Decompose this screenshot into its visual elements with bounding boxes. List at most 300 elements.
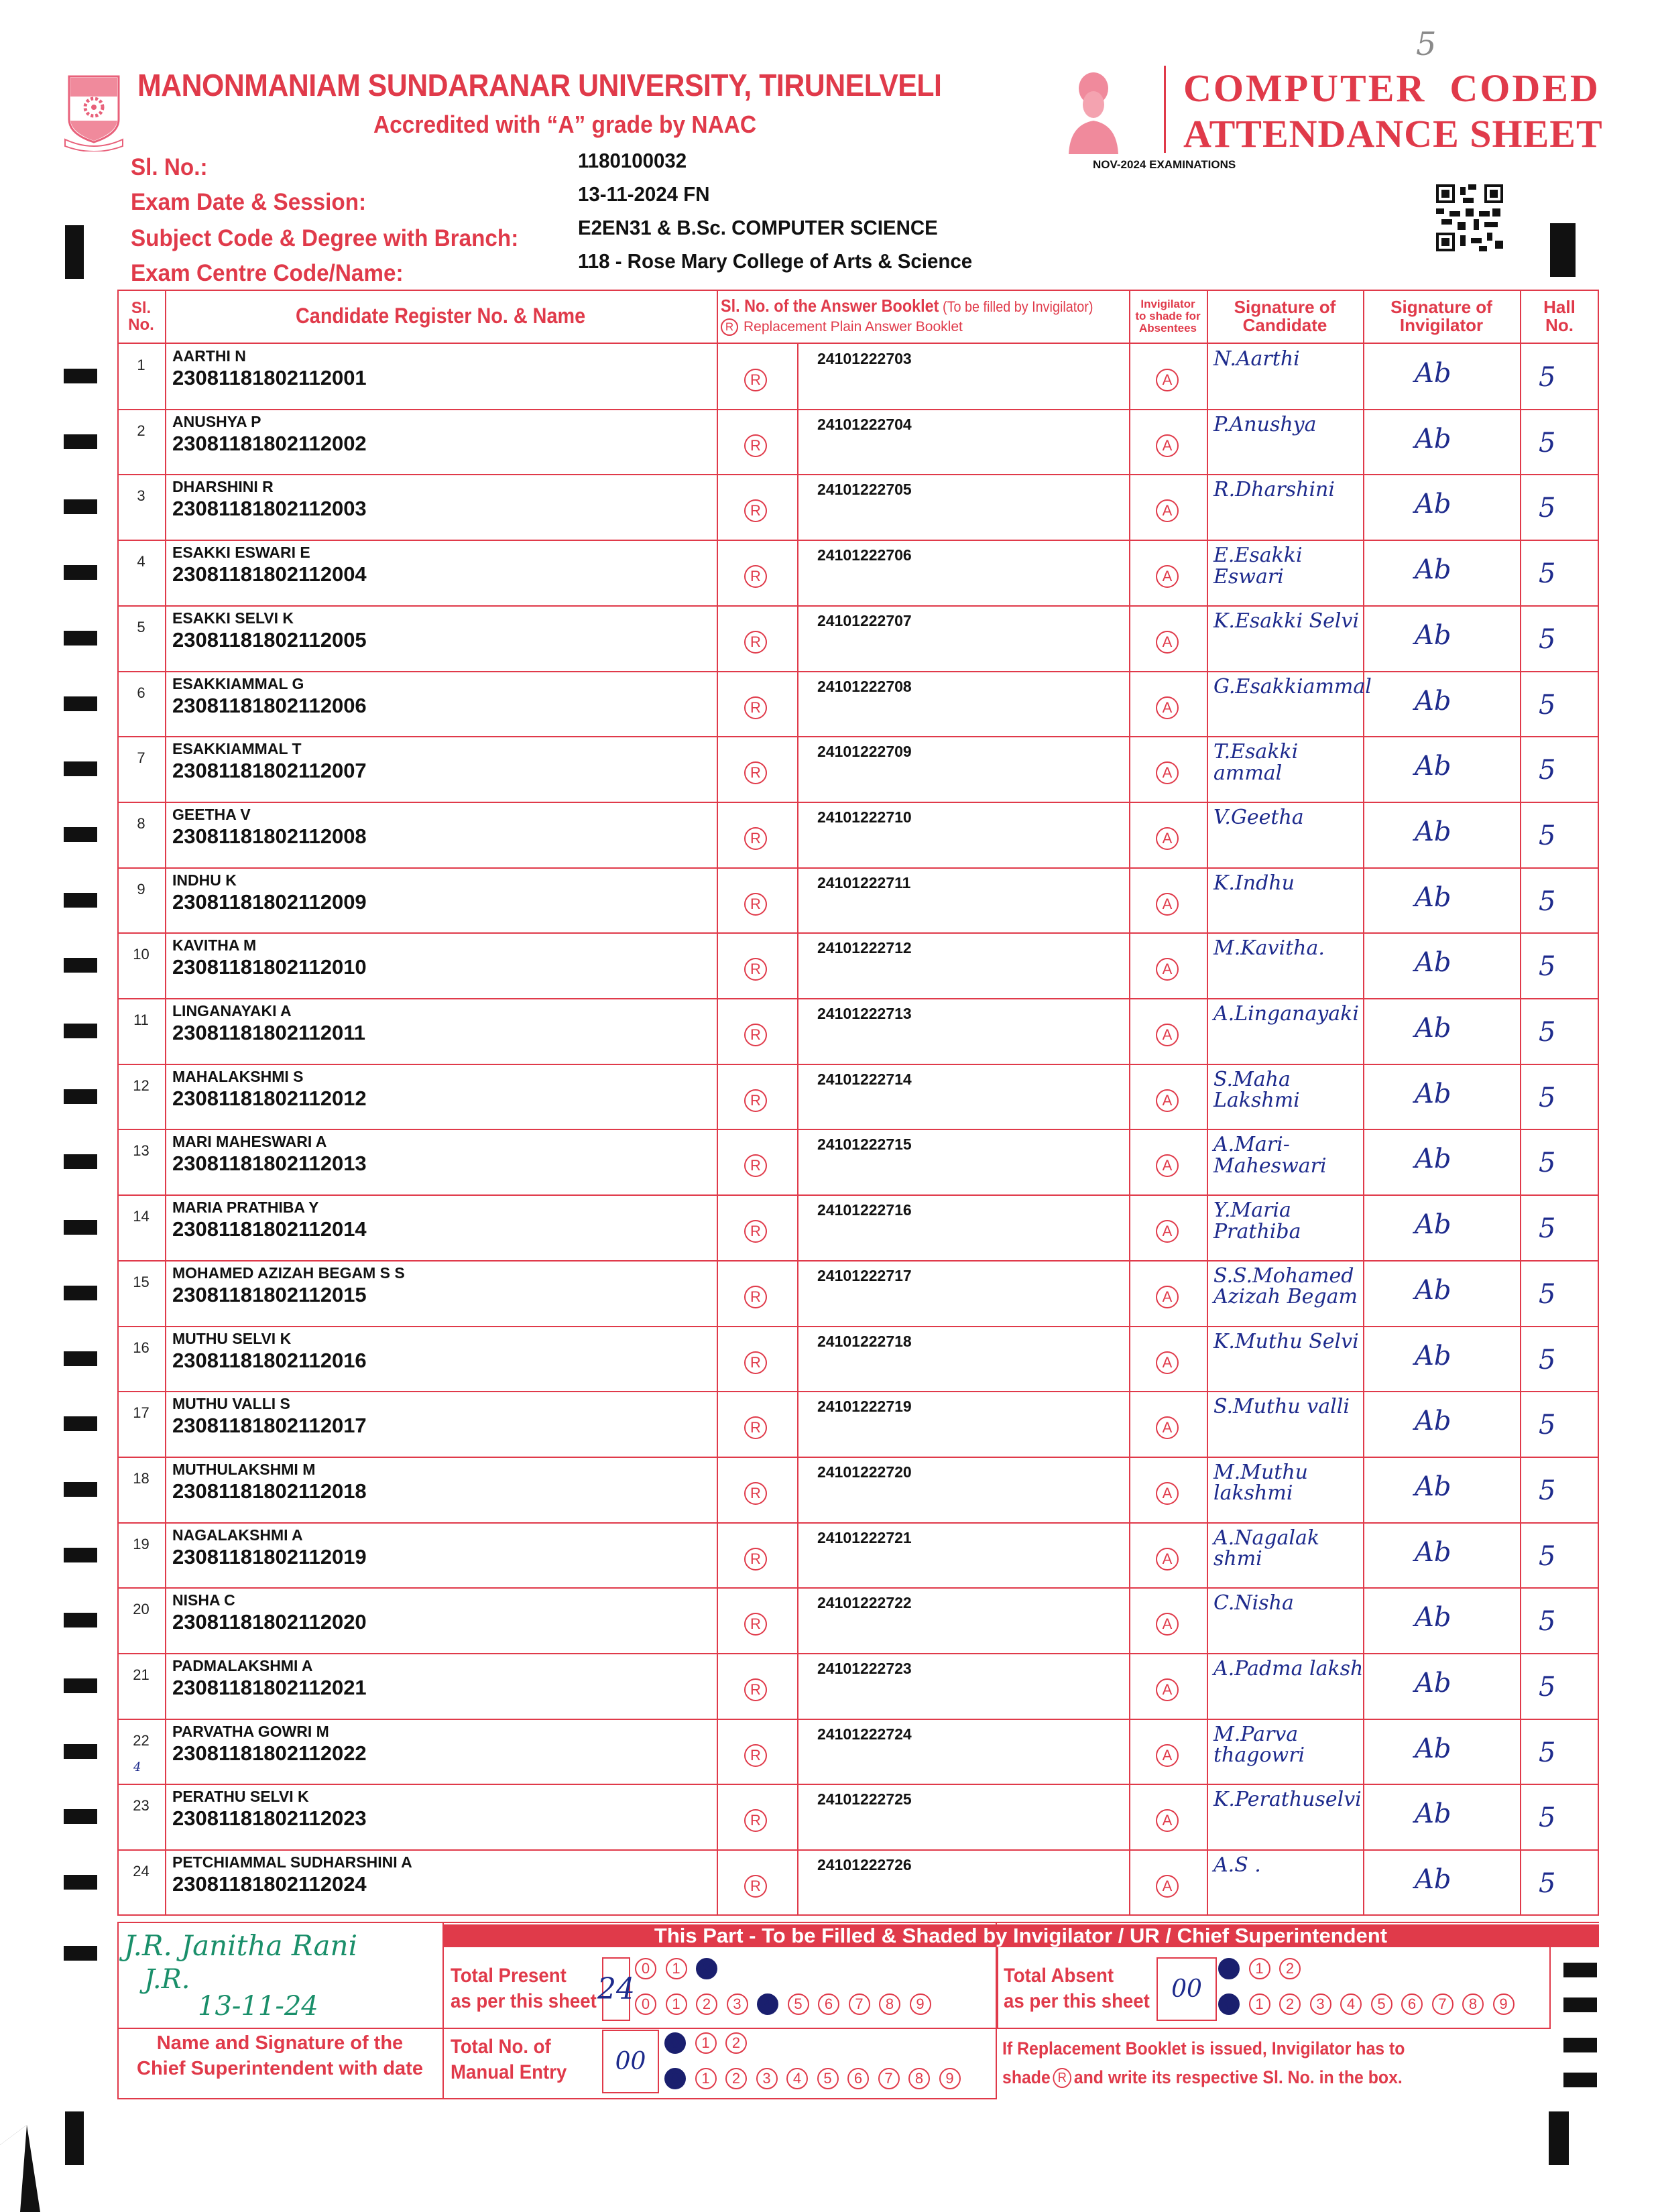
header-cand-sig-line1: Signature of <box>1234 296 1336 317</box>
hall-no[interactable]: 5 <box>1539 558 1556 590</box>
row-sl-no: 21 <box>133 1666 150 1683</box>
exam-date-label: Exam Date & Session: <box>131 189 367 215</box>
candidate-signature[interactable]: K.Indhu <box>1213 871 1295 895</box>
invigilator-signature[interactable]: Ab <box>1415 1602 1451 1634</box>
candidate-signature[interactable]: S.Muthu valli <box>1213 1395 1350 1419</box>
candidate-name: MUTHULAKSHMI M <box>172 1460 316 1478</box>
absent-bubble[interactable]: A <box>1156 1809 1179 1832</box>
absent-bubble[interactable]: A <box>1156 1351 1179 1374</box>
row-sl-no: 3 <box>137 487 145 505</box>
absent-bubble[interactable]: A <box>1156 958 1179 981</box>
manual-entry-field[interactable]: 00 <box>602 2030 659 2093</box>
invigilator-signature[interactable]: Ab <box>1415 1668 1451 1699</box>
absent-bubble[interactable]: A <box>1156 1220 1179 1243</box>
digit-bubble-1[interactable]: 1 <box>1249 1993 1270 2015</box>
hall-no[interactable]: 5 <box>1539 1868 1556 1900</box>
header-invigilator-signature <box>1363 290 1520 343</box>
candidate-signature[interactable]: A.Nagalak shmi <box>1213 1526 1320 1571</box>
absent-bubble[interactable]: A <box>1156 761 1179 784</box>
digit-bubble-5[interactable]: 5 <box>1371 1993 1392 2015</box>
answer-booklet-no: 24101222703 <box>817 350 912 367</box>
header-sl-no <box>117 290 165 343</box>
timing-mark <box>64 958 97 973</box>
hall-no[interactable]: 5 <box>1539 1672 1556 1703</box>
absent-bubble[interactable]: A <box>1156 499 1179 522</box>
replacement-note <box>1002 2034 1405 2092</box>
centre-value: 118 - Rose Mary College of Arts & Science <box>578 249 973 273</box>
candidate-signature[interactable]: E.Esakki Eswari <box>1213 544 1303 589</box>
table-row <box>117 932 1599 999</box>
timing-mark <box>64 369 97 383</box>
digit-bubble-2[interactable]: 2 <box>1279 1958 1301 1979</box>
candidate-name: GEETHA V <box>172 805 251 823</box>
university-name: MANONMANIAM SUNDARANAR UNIVERSITY, TIRUNELVELI <box>137 68 942 103</box>
candidate-signature[interactable]: Y.Maria Prathiba <box>1213 1199 1301 1243</box>
replacement-booklet-bubble[interactable]: R <box>744 1875 767 1898</box>
timing-mark <box>64 1613 97 1627</box>
timing-mark <box>64 1946 97 1961</box>
candidate-register-no: 23081181802112024 <box>172 1872 367 1896</box>
candidate-signature[interactable]: M.Kavitha. <box>1213 936 1325 961</box>
answer-booklet-no: 24101222714 <box>817 1070 912 1088</box>
university-logo-icon <box>64 72 124 151</box>
digit-bubble-5[interactable]: 5 <box>788 1993 809 2015</box>
row-sl-note: 4 <box>133 1760 141 1774</box>
candidate-name: AARTHI N <box>172 347 246 365</box>
digit-bubble-6[interactable]: 6 <box>818 1993 839 2015</box>
candidate-signature[interactable]: V.Geetha <box>1213 805 1304 829</box>
timing-mark <box>64 499 97 514</box>
replacement-booklet-bubble[interactable]: R <box>744 696 767 719</box>
timing-mark <box>64 1089 97 1104</box>
answer-booklet-no: 24101222715 <box>817 1135 912 1154</box>
candidate-register-no: 23081181802112011 <box>172 1021 365 1044</box>
answer-booklet-no: 24101222706 <box>817 546 912 564</box>
replacement-booklet-bubble[interactable]: R <box>744 631 767 654</box>
candidate-register-no: 23081181802112021 <box>172 1676 367 1699</box>
chief-superintendent-label <box>117 2031 442 2081</box>
replacement-booklet-bubble[interactable]: R <box>744 1482 767 1505</box>
absent-bubble[interactable]: A <box>1156 631 1179 654</box>
registration-mark <box>65 225 84 279</box>
timing-mark <box>64 1154 97 1169</box>
absent-bubble[interactable]: A <box>1156 434 1179 457</box>
candidate-register-no: 23081181802112017 <box>172 1414 367 1438</box>
hall-no[interactable]: 5 <box>1539 885 1556 917</box>
invigilator-signature[interactable]: Ab <box>1415 1340 1451 1371</box>
invigilator-signature[interactable]: Ab <box>1415 1471 1451 1502</box>
timing-mark <box>64 1482 97 1497</box>
candidate-name: MAHALAKSHMI S <box>172 1067 304 1085</box>
invigilator-signature[interactable]: Ab <box>1415 1798 1451 1830</box>
hall-no[interactable]: 5 <box>1539 951 1556 983</box>
candidate-signature[interactable]: A.Linganayaki <box>1213 1002 1359 1026</box>
candidate-signature[interactable]: K.Muthu Selvi <box>1213 1329 1359 1353</box>
hall-no[interactable]: 5 <box>1539 1082 1556 1113</box>
total-absent-field[interactable]: 00 <box>1157 1957 1217 2021</box>
timing-mark <box>64 1744 97 1759</box>
total-present-field[interactable]: 24 <box>602 1957 630 2021</box>
replacement-booklet-bubble[interactable]: R <box>744 1613 767 1636</box>
table-row <box>117 867 1599 934</box>
answer-booklet-no: 24101222711 <box>817 873 911 892</box>
digit-bubble-8[interactable]: 8 <box>1462 1993 1484 2015</box>
candidate-name: PADMALAKSHMI A <box>172 1657 313 1674</box>
digit-bubble-1[interactable]: 1 <box>666 1993 687 2015</box>
hall-no[interactable]: 5 <box>1539 623 1556 655</box>
footer-cs-mid-line <box>117 2028 444 2029</box>
candidate-signature[interactable]: M.Muthu lakshmi <box>1213 1460 1308 1506</box>
hall-no[interactable]: 5 <box>1539 755 1556 786</box>
candidate-signature[interactable]: R.Dharshini <box>1213 478 1335 502</box>
table-row <box>117 474 1599 540</box>
digit-bubble-6[interactable]: 6 <box>1401 1993 1423 2015</box>
table-row <box>117 802 1599 868</box>
candidate-signature[interactable]: T.Esakki ammal <box>1213 740 1299 785</box>
candidate-name: LINGANAYAKI A <box>172 1002 292 1020</box>
candidate-signature[interactable]: P.Anushya <box>1213 412 1317 436</box>
candidate-signature[interactable]: A.Padma laksh <box>1213 1657 1364 1680</box>
candidate-register-no: 23081181802112014 <box>172 1217 367 1241</box>
candidate-name: MARIA PRATHIBA Y <box>172 1199 319 1217</box>
digit-bubble-0[interactable]: 0 <box>635 1958 656 1979</box>
chief-superintendent-date[interactable]: 13-11-24 <box>198 1991 318 2022</box>
total-absent-label <box>1004 1963 1150 2014</box>
answer-booklet-no: 24101222718 <box>817 1332 912 1350</box>
candidate-signature[interactable]: A.Mari- Maheswari <box>1213 1133 1327 1178</box>
answer-booklet-no: 24101222710 <box>817 808 912 826</box>
invigilator-signature[interactable]: Ab <box>1415 423 1451 454</box>
candidate-signature[interactable]: A.S . <box>1213 1853 1261 1878</box>
digit-bubble-5[interactable]: 5 <box>817 2068 839 2089</box>
header-booklet <box>717 290 1129 343</box>
answer-booklet-no: 24101222716 <box>817 1201 912 1219</box>
hall-no[interactable]: 5 <box>1539 1017 1556 1048</box>
replacement-note-pre: shade <box>1002 2067 1051 2088</box>
absent-bubble[interactable]: A <box>1156 893 1179 916</box>
founder-portrait-icon <box>1066 67 1121 154</box>
answer-booklet-no: 24101222709 <box>817 743 912 761</box>
candidate-name: PARVATHA GOWRI M <box>172 1722 329 1740</box>
answer-booklet-no: 24101222724 <box>817 1725 912 1743</box>
header-hall-line2: No. <box>1545 315 1574 335</box>
candidate-register-no: 23081181802112006 <box>172 693 367 717</box>
digit-bubble-1[interactable]: 1 <box>695 2032 717 2054</box>
row-sl-no: 13 <box>133 1142 150 1160</box>
absent-bubble[interactable]: A <box>1156 369 1179 391</box>
absent-bubble[interactable]: A <box>1156 1613 1179 1636</box>
header-absent-line2: to shade for <box>1135 310 1201 323</box>
absent-bubble[interactable]: A <box>1156 696 1179 719</box>
absent-bubble[interactable]: A <box>1156 1482 1179 1505</box>
registration-mark <box>1550 223 1576 277</box>
invigilator-signature[interactable]: Ab <box>1415 947 1451 979</box>
total-absent-label-line1: Total Absent <box>1004 1965 1114 1987</box>
timing-mark <box>64 761 97 776</box>
hall-no[interactable]: 5 <box>1539 820 1556 851</box>
row-sl-no: 22 <box>133 1731 150 1749</box>
timing-mark <box>64 1416 97 1431</box>
timing-mark <box>64 1351 97 1366</box>
manual-entry-label-line2: Manual Entry <box>451 2061 567 2083</box>
total-present-label-line2: as per this sheet <box>451 1989 597 2012</box>
header-sl-line2: No. <box>128 316 154 334</box>
digit-bubble-0[interactable]: 0 <box>664 2032 686 2054</box>
candidate-name: DHARSHINI R <box>172 478 274 496</box>
answer-booklet-no: 24101222712 <box>817 939 912 957</box>
absent-bubble[interactable]: A <box>1156 827 1179 850</box>
answer-booklet-no: 24101222725 <box>817 1790 912 1808</box>
exam-session-label: NOV-2024 EXAMINATIONS <box>1093 158 1236 171</box>
candidate-name: ESAKKIAMMAL G <box>172 674 304 692</box>
candidate-register-no: 23081181802112004 <box>172 562 367 587</box>
row-sl-no: 17 <box>133 1404 150 1422</box>
replacement-booklet-bubble[interactable]: R <box>744 565 767 588</box>
hall-no[interactable]: 5 <box>1539 1737 1556 1768</box>
candidate-register-no: 23081181802112003 <box>172 497 367 521</box>
page-corner-fold <box>0 2125 40 2212</box>
table-row <box>117 409 1599 475</box>
candidate-name: MUTHU SELVI K <box>172 1329 292 1347</box>
table-row <box>117 540 1599 606</box>
header-sl-line1: Sl. <box>131 298 152 317</box>
replacement-booklet-bubble[interactable]: R <box>744 1744 767 1767</box>
table-row <box>117 1719 1599 1785</box>
invigilator-signature[interactable]: Ab <box>1415 685 1451 717</box>
absent-bubble[interactable]: A <box>1156 1678 1179 1701</box>
table-row <box>117 998 1599 1064</box>
digit-bubble-0[interactable]: 0 <box>1218 1993 1240 2015</box>
digit-bubble-2[interactable]: 2 <box>725 2032 747 2054</box>
absent-bubble[interactable]: A <box>1156 1548 1179 1571</box>
absent-bubble[interactable]: A <box>1156 1286 1179 1308</box>
digit-bubble-7[interactable]: 7 <box>849 1993 870 2015</box>
digit-bubble-3[interactable]: 3 <box>756 2068 778 2089</box>
absent-bubble[interactable]: A <box>1156 1089 1179 1112</box>
registration-mark <box>65 2111 84 2165</box>
invigilator-signature[interactable]: Ab <box>1415 1536 1451 1568</box>
table-row <box>117 1194 1599 1261</box>
answer-booklet-no: 24101222713 <box>817 1005 912 1022</box>
digit-bubble-1[interactable]: 1 <box>695 2068 717 2089</box>
row-sl-no: 10 <box>133 946 150 963</box>
invigilator-signature[interactable]: Ab <box>1415 1406 1451 1437</box>
candidate-register-no: 23081181802112020 <box>172 1610 367 1634</box>
candidate-signature[interactable]: K.Perathuselvi <box>1213 1788 1362 1812</box>
candidate-register-no: 23081181802112005 <box>172 627 367 652</box>
invigilator-signature[interactable]: Ab <box>1415 1013 1451 1044</box>
header-candidate-label: Candidate Register No. & Name <box>296 304 586 328</box>
invigilator-signature[interactable]: Ab <box>1415 1144 1451 1175</box>
hall-no[interactable]: 5 <box>1539 1802 1556 1834</box>
replacement-booklet-bubble[interactable]: R <box>744 434 767 457</box>
digit-bubble-3[interactable]: 3 <box>1310 1993 1331 2015</box>
timing-mark <box>64 565 97 580</box>
replacement-booklet-bubble[interactable]: R <box>744 1678 767 1701</box>
timing-mark <box>64 631 97 646</box>
candidate-signature[interactable]: S.Maha Lakshmi <box>1213 1067 1300 1113</box>
answer-booklet-no: 24101222708 <box>817 677 912 695</box>
candidate-signature[interactable]: K.Esakki Selvi <box>1213 609 1360 633</box>
digit-bubble-7[interactable]: 7 <box>878 2068 900 2089</box>
replacement-booklet-bubble[interactable]: R <box>744 958 767 981</box>
hall-no[interactable]: 5 <box>1539 1606 1556 1638</box>
invigilator-signature[interactable]: Ab <box>1415 619 1451 651</box>
digit-bubble-4[interactable]: 4 <box>786 2068 808 2089</box>
candidate-name: ANUSHYA P <box>172 412 261 430</box>
replacement-booklet-bubble[interactable]: R <box>744 761 767 784</box>
candidate-register-no: 23081181802112015 <box>172 1282 367 1306</box>
header-candidate <box>165 290 717 343</box>
hall-no[interactable]: 5 <box>1539 493 1556 524</box>
digit-bubble-7[interactable]: 7 <box>1432 1993 1454 2015</box>
replacement-booklet-bubble[interactable]: R <box>744 1024 767 1046</box>
hall-no[interactable]: 5 <box>1539 1213 1556 1245</box>
row-sl-no: 9 <box>137 880 145 898</box>
absent-bubble[interactable]: A <box>1156 1416 1179 1439</box>
header-inv-sig-line2: Invigilator <box>1399 315 1484 335</box>
header-absentees <box>1129 290 1207 343</box>
table-row <box>117 1653 1599 1719</box>
invigilator-signature[interactable]: Ab <box>1415 1733 1451 1764</box>
total-present-label-line1: Total Present <box>451 1965 567 1987</box>
header-inv-sig-line1: Signature of <box>1390 296 1492 317</box>
hall-no[interactable]: 5 <box>1539 427 1556 458</box>
digit-bubble-3[interactable]: 3 <box>727 1993 748 2015</box>
invigilator-section-banner: This Part - To be Filled & Shaded by Invigilator / UR / Chief Superintendent <box>442 1924 1599 1947</box>
absent-bubble[interactable]: A <box>1156 1154 1179 1177</box>
hall-no[interactable]: 5 <box>1539 362 1556 393</box>
replacement-booklet-bubble[interactable]: R <box>744 1089 767 1112</box>
replacement-booklet-bubble[interactable]: R <box>744 893 767 916</box>
digit-bubble-2[interactable]: 2 <box>725 2068 747 2089</box>
digit-bubble-8[interactable]: 8 <box>908 2068 930 2089</box>
absent-bubble[interactable]: A <box>1156 1744 1179 1767</box>
chief-superintendent-signature[interactable]: J.R. <box>144 1964 190 1995</box>
replacement-booklet-bubble[interactable]: R <box>744 499 767 522</box>
candidate-signature[interactable]: N.Aarthi <box>1213 347 1300 371</box>
replacement-booklet-bubble[interactable]: R <box>744 1548 767 1571</box>
digit-bubble-1[interactable]: 1 <box>1249 1958 1270 1979</box>
table-row <box>117 1457 1599 1523</box>
table-row <box>117 1260 1599 1327</box>
digit-bubble-2[interactable]: 2 <box>1279 1993 1301 2015</box>
digit-bubble-2[interactable]: 2 <box>696 1958 717 1979</box>
invigilator-signature[interactable]: Ab <box>1415 751 1451 782</box>
replacement-booklet-bubble[interactable]: R <box>744 1416 767 1439</box>
digit-bubble-9[interactable]: 9 <box>939 2068 961 2089</box>
accreditation-text: Accredited with “A” grade by NAAC <box>373 111 757 138</box>
candidate-name: PERATHU SELVI K <box>172 1788 309 1806</box>
invigilator-signature[interactable]: Ab <box>1415 358 1451 389</box>
digit-bubble-6[interactable]: 6 <box>847 2068 869 2089</box>
total-present-label <box>451 1963 597 2014</box>
answer-booklet-no: 24101222720 <box>817 1463 912 1481</box>
replacement-booklet-bubble[interactable]: R <box>744 827 767 850</box>
sl-no-value: 1180100032 <box>578 149 687 172</box>
candidate-register-no: 23081181802112016 <box>172 1348 367 1372</box>
absent-bubble[interactable]: A <box>1156 1875 1179 1898</box>
candidate-signature[interactable]: M.Parva thagowri <box>1213 1722 1305 1768</box>
invigilator-signature[interactable]: Ab <box>1415 1078 1451 1109</box>
replacement-r-icon: R <box>721 318 738 336</box>
replacement-booklet-bubble[interactable]: R <box>744 1154 767 1177</box>
candidate-signature[interactable]: S.S.Mohamed Azizah Begam <box>1213 1264 1358 1309</box>
subject-label: Subject Code & Degree with Branch: <box>131 225 519 251</box>
replacement-booklet-bubble[interactable]: R <box>744 1220 767 1243</box>
invigilator-signature[interactable]: Ab <box>1415 554 1451 586</box>
sl-no-label: Sl. No.: <box>131 154 208 180</box>
digit-bubble-0[interactable]: 0 <box>664 2068 686 2089</box>
digit-bubble-4[interactable]: 4 <box>1340 1993 1362 2015</box>
digit-bubble-8[interactable]: 8 <box>879 1993 900 2015</box>
hall-no[interactable]: 5 <box>1539 1410 1556 1441</box>
header-absent-line3: Absentees <box>1139 321 1197 334</box>
answer-booklet-no: 24101222722 <box>817 1594 912 1612</box>
invigilator-signature[interactable]: Ab <box>1415 489 1451 520</box>
row-sl-no: 5 <box>137 618 145 635</box>
exam-date-value: 13-11-2024 FN <box>578 182 710 206</box>
digit-bubble-1[interactable]: 1 <box>666 1958 687 1979</box>
digit-bubble-2[interactable]: 2 <box>696 1993 717 2015</box>
table-row <box>117 1326 1599 1392</box>
candidate-signature[interactable]: C.Nisha <box>1213 1591 1294 1615</box>
answer-booklet-no: 24101222704 <box>817 415 912 433</box>
replacement-booklet-bubble[interactable]: R <box>744 1286 767 1308</box>
replacement-booklet-bubble[interactable]: R <box>744 369 767 391</box>
answer-booklet-no: 24101222717 <box>817 1266 912 1284</box>
timing-mark <box>64 1678 97 1693</box>
table-row <box>117 343 1599 410</box>
replacement-r-icon: R <box>1053 2068 1071 2088</box>
hall-no[interactable]: 5 <box>1539 689 1556 721</box>
absent-bubble[interactable]: A <box>1156 1024 1179 1046</box>
answer-booklet-no: 24101222705 <box>817 481 912 499</box>
hall-no[interactable]: 5 <box>1539 1475 1556 1506</box>
timing-mark <box>64 696 97 711</box>
digit-bubble-9[interactable]: 9 <box>1493 1993 1515 2015</box>
invigilator-signature[interactable]: Ab <box>1415 1274 1451 1306</box>
digit-bubble-4[interactable]: 4 <box>757 1993 778 2015</box>
digit-bubble-9[interactable]: 9 <box>910 1993 931 2015</box>
hall-no[interactable]: 5 <box>1539 1540 1556 1572</box>
invigilator-signature[interactable]: Ab <box>1415 881 1451 913</box>
digit-bubble-0[interactable]: 0 <box>635 1993 656 2015</box>
invigilator-signature[interactable]: Ab <box>1415 1864 1451 1896</box>
hall-no[interactable]: 5 <box>1539 1148 1556 1179</box>
candidate-name: INDHU K <box>172 871 237 889</box>
replacement-booklet-bubble[interactable]: R <box>744 1351 767 1374</box>
absent-bubble[interactable]: A <box>1156 565 1179 588</box>
timing-mark <box>64 1809 97 1824</box>
row-sl-no: 19 <box>133 1535 150 1552</box>
table-row <box>117 1129 1599 1195</box>
answer-booklet-no: 24101222721 <box>817 1528 912 1546</box>
timing-mark <box>64 827 97 842</box>
replacement-booklet-bubble[interactable]: R <box>744 1809 767 1832</box>
hall-no[interactable]: 5 <box>1539 1344 1556 1375</box>
answer-booklet-no: 24101222726 <box>817 1856 912 1874</box>
invigilator-signature[interactable]: Ab <box>1415 1209 1451 1241</box>
row-sl-no: 20 <box>133 1601 150 1618</box>
registration-mark <box>1549 2111 1569 2165</box>
invigilator-signature[interactable]: Ab <box>1415 816 1451 847</box>
candidate-signature[interactable]: G.Esakkiammal <box>1213 674 1372 698</box>
hall-no[interactable]: 5 <box>1539 1278 1556 1310</box>
digit-bubble-0[interactable]: 0 <box>1218 1958 1240 1979</box>
chief-superintendent-name[interactable]: J.R. Janitha Rani <box>124 1929 358 1962</box>
candidate-name: PETCHIAMMAL SUDHARSHINI A <box>172 1853 412 1871</box>
